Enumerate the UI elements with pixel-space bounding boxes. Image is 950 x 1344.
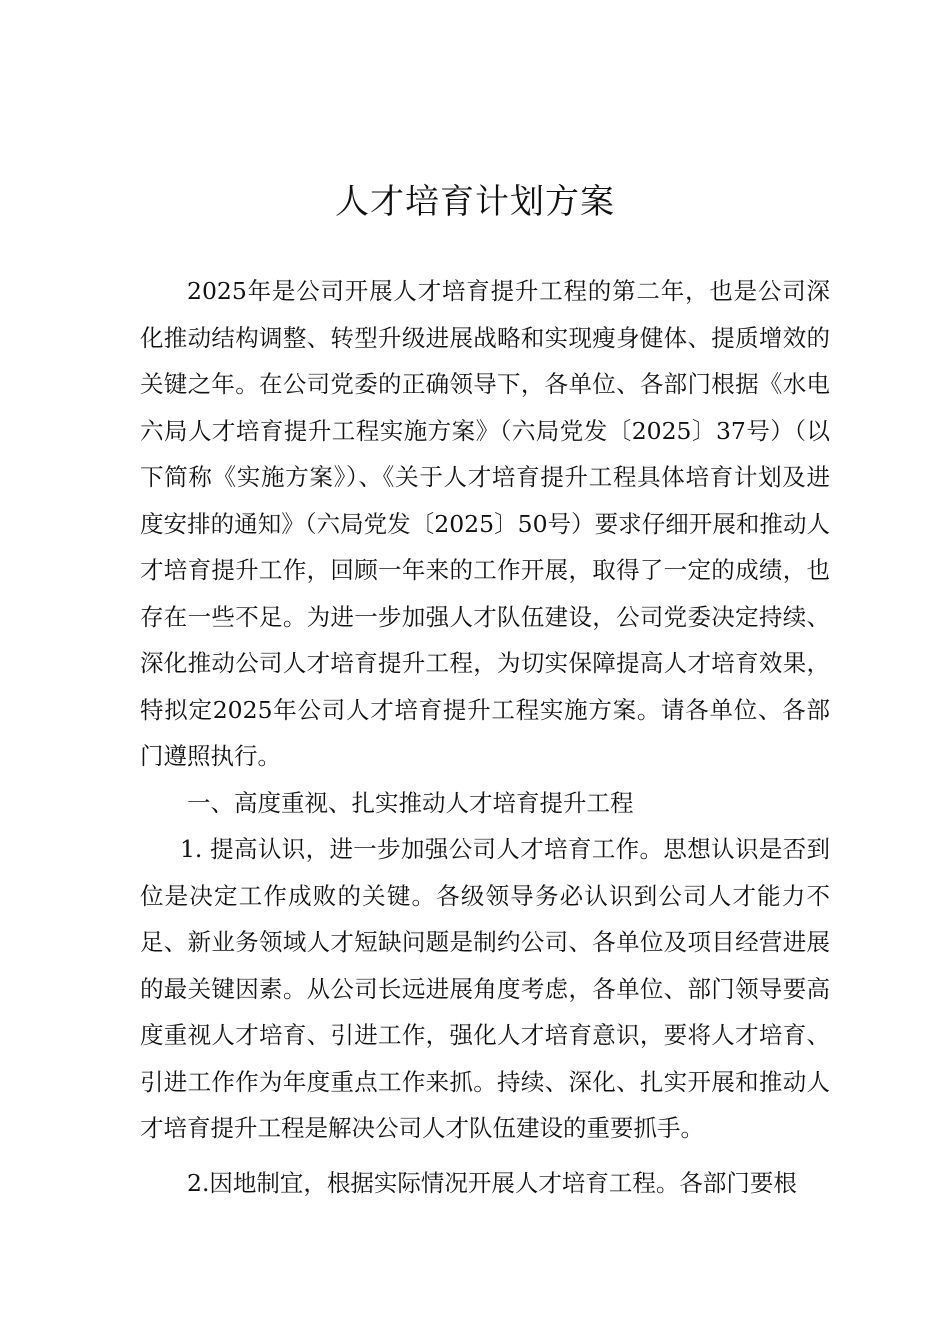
section-1-heading: 一、高度重视、扎实推动人才培育提升工程 [187,788,634,817]
item-1-paragraph: 1. 提高认识，进一步加强公司人才培育工作。思想认识是否到位是决定工作成败的关键。各级领导务必认识到公司人才能力不足、新业务领域人才短缺问题是制约公司、各单位及项目经营进展的最关键因素。从公司长远进展角度考虑，各单位、部门领导要高度重视人才培育、引进工作，强化人才培育意识，要将人才培育、引进工作作为年度重点工作来抓。持续、深化、扎实开展和推动人才培育提升工程是解决公司人才队伍建设的重要抓手。 [140,835,830,1142]
item-2-paragraph: 2.因地制宜，根据实际情况开展人才培育工程。各部门要根 [187,1168,797,1197]
document-title: 人才培育计划方案 [335,182,615,222]
intro-paragraph: 2025年是公司开展人才培育提升工程的第二年，也是公司深化推动结构调整、转型升级进展战略和实现瘦身健体、提质增效的关键之年。在公司党委的正确领导下，各单位、各部门根据《水电六局人才培育提升工程实施方案》（六局党发〔2025〕37号）（以下简称《实施方案》）、《关于人才培育提升工程具体培育计划及进度安排的通知》（六局党发〔2025〕50号）要求仔细开展和推动人才培育提升工作，回顾一年来的工作开展，取得了一定的成绩，也存在一些不足。为进一步加强人才队伍建设，公司党委决定持续、深化推动公司人才培育提升工程，为切实保障提高人才培育效果，特拟定2025年公司人才培育提升工程实施方案。请各单位、各部门遵照执行。 [140,277,830,770]
document-body [140,268,830,1206]
